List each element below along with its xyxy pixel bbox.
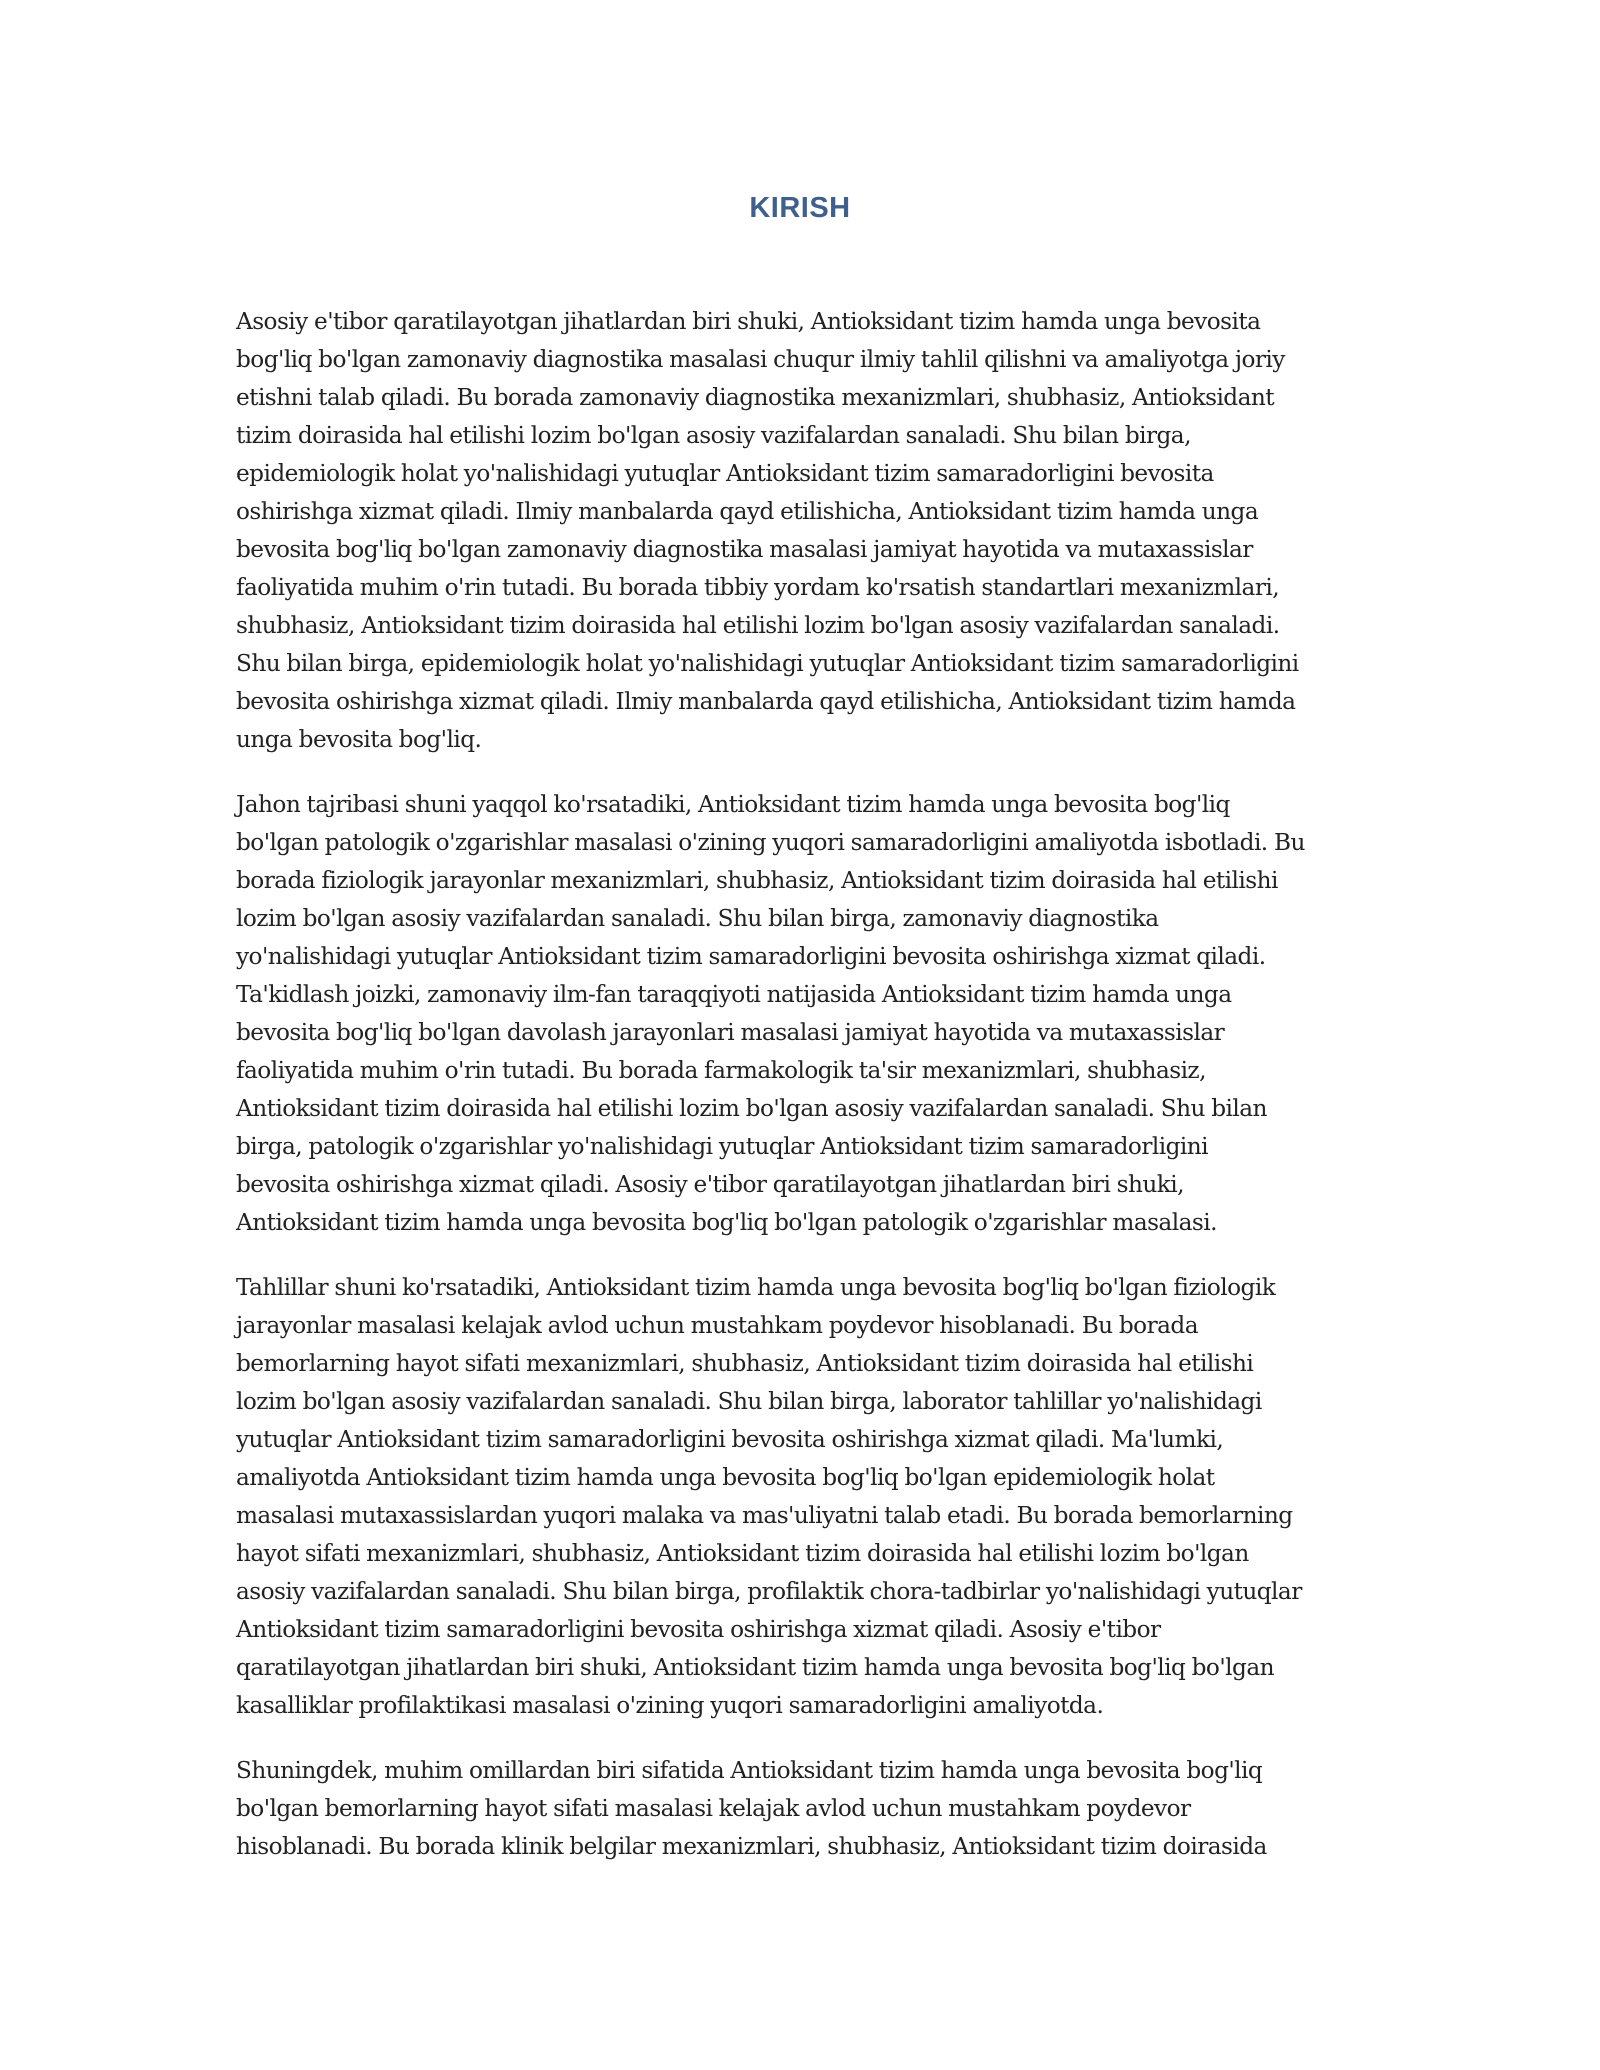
text-line: Jahon tajribasi shuni yaqqol ko'rsatadiki, Antioksidant tizim hamda unga bevosita bog'liq (236, 791, 1230, 818)
paragraph-3 (236, 1269, 1370, 1725)
text-line: etishni talab qiladi. Bu borada zamonaviy diagnostika mexanizmlari, shubhasiz, Antioksidant (236, 384, 1275, 411)
text-line: amaliyotda Antioksidant tizim hamda unga bevosita bog'liq bo'lgan epidemiologik holat (236, 1464, 1215, 1491)
text-line: lozim bo'lgan asosiy vazifalardan sanaladi. Shu bilan birga, laborator tahlillar yo'nalishidagi (236, 1388, 1262, 1415)
text-line: Tahlillar shuni ko'rsatadiki, Antioksidant tizim hamda unga bevosita bog'liq bo'lgan fiziologik (236, 1274, 1276, 1301)
text-line: jarayonlar masalasi kelajak avlod uchun mustahkam poydevor hisoblanadi. Bu borada (236, 1312, 1198, 1339)
text-line: borada fiziologik jarayonlar mexanizmlari, shubhasiz, Antioksidant tizim doirasida hal etilishi (236, 867, 1278, 894)
paragraph-4 (236, 1752, 1370, 1866)
text-line: bevosita bog'liq bo'lgan davolash jarayonlari masalasi jamiyat hayotida va mutaxassislar (236, 1019, 1225, 1046)
text-line: masalasi mutaxassislardan yuqori malaka va mas'uliyatni talab etadi. Bu borada bemorlarning (236, 1502, 1293, 1529)
text-line: bevosita oshirishga xizmat qiladi. Ilmiy manbalarda qayd etilishicha, Antioksidant tizim hamda (236, 688, 1296, 715)
page-title: KIRISH (749, 192, 851, 224)
text-line: hisoblanadi. Bu borada klinik belgilar mexanizmlari, shubhasiz, Antioksidant tizim doirasida (236, 1833, 1267, 1860)
text-line: tizim doirasida hal etilishi lozim bo'lgan asosiy vazifalardan sanaladi. Shu bilan birga, (236, 422, 1191, 449)
text-line: faoliyatida muhim o'rin tutadi. Bu borada farmakologik ta'sir mexanizmlari, shubhasiz, (236, 1057, 1206, 1084)
text-line: Shu bilan birga, epidemiologik holat yo'nalishidagi yutuqlar Antioksidant tizim samaradorligini (236, 650, 1299, 677)
text-line: unga bevosita bog'liq. (236, 726, 482, 753)
text-line: bevosita oshirishga xizmat qiladi. Asosiy e'tibor qaratilayotgan jihatlardan biri shuki, (236, 1171, 1184, 1198)
text-line: bog'liq bo'lgan zamonaviy diagnostika masalasi chuqur ilmiy tahlil qilishni va amaliyotga joriy (236, 346, 1285, 373)
text-line: Ta'kidlash joizki, zamonaviy ilm-fan taraqqiyoti natijasida Antioksidant tizim hamda unga (236, 981, 1232, 1008)
text-line: epidemiologik holat yo'nalishidagi yutuqlar Antioksidant tizim samaradorligini bevosita (236, 460, 1214, 487)
text-line: Shuningdek, muhim omillardan biri sifatida Antioksidant tizim hamda unga bevosita bog'liq (236, 1757, 1263, 1784)
paragraph-1 (236, 303, 1370, 759)
paragraph-2 (236, 786, 1370, 1242)
text-line: faoliyatida muhim o'rin tutadi. Bu borada tibbiy yordam ko'rsatish standartlari mexanizmlari, (236, 574, 1280, 601)
text-line: birga, patologik o'zgarishlar yo'nalishidagi yutuqlar Antioksidant tizim samaradorligini (236, 1133, 1209, 1160)
text-line: Antioksidant tizim hamda unga bevosita bog'liq bo'lgan patologik o'zgarishlar masalasi. (236, 1209, 1217, 1236)
text-line: asosiy vazifalardan sanaladi. Shu bilan birga, profilaktik chora-tadbirlar yo'nalishidagi yutuqlar (236, 1578, 1302, 1605)
text-line: bo'lgan bemorlarning hayot sifati masalasi kelajak avlod uchun mustahkam poydevor (236, 1795, 1191, 1822)
text-line: Asosiy e'tibor qaratilayotgan jihatlardan biri shuki, Antioksidant tizim hamda unga bevosita (236, 308, 1261, 335)
text-line: bemorlarning hayot sifati mexanizmlari, shubhasiz, Antioksidant tizim doirasida hal etilishi (236, 1350, 1254, 1377)
text-line: oshirishga xizmat qiladi. Ilmiy manbalarda qayd etilishicha, Antioksidant tizim hamda unga (236, 498, 1259, 525)
text-line: Antioksidant tizim doirasida hal etilishi lozim bo'lgan asosiy vazifalardan sanaladi. Shu bilan (236, 1095, 1267, 1122)
text-line: bo'lgan patologik o'zgarishlar masalasi o'zining yuqori samaradorligini amaliyotda isbotladi. Bu (236, 829, 1305, 856)
text-line: lozim bo'lgan asosiy vazifalardan sanaladi. Shu bilan birga, zamonaviy diagnostika (236, 905, 1159, 932)
text-line: shubhasiz, Antioksidant tizim doirasida hal etilishi lozim bo'lgan asosiy vazifalardan sanaladi. (236, 612, 1280, 639)
text-line: Antioksidant tizim samaradorligini bevosita oshirishga xizmat qiladi. Asosiy e'tibor (236, 1616, 1161, 1643)
text-line: kasalliklar profilaktikasi masalasi o'zining yuqori samaradorligini amaliyotda. (236, 1692, 1104, 1719)
text-line: qaratilayotgan jihatlardan biri shuki, Antioksidant tizim hamda unga bevosita bog'liq bo'lgan (236, 1654, 1274, 1681)
text-line: bevosita bog'liq bo'lgan zamonaviy diagnostika masalasi jamiyat hayotida va mutaxassislar (236, 536, 1253, 563)
text-line: yutuqlar Antioksidant tizim samaradorligini bevosita oshirishga xizmat qiladi. Ma'lumki, (236, 1426, 1224, 1453)
text-line: hayot sifati mexanizmlari, shubhasiz, Antioksidant tizim doirasida hal etilishi lozim bo'lgan (236, 1540, 1249, 1567)
body-text (236, 303, 1370, 1893)
text-line: yo'nalishidagi yutuqlar Antioksidant tizim samaradorligini bevosita oshirishga xizmat qiladi. (236, 943, 1266, 970)
